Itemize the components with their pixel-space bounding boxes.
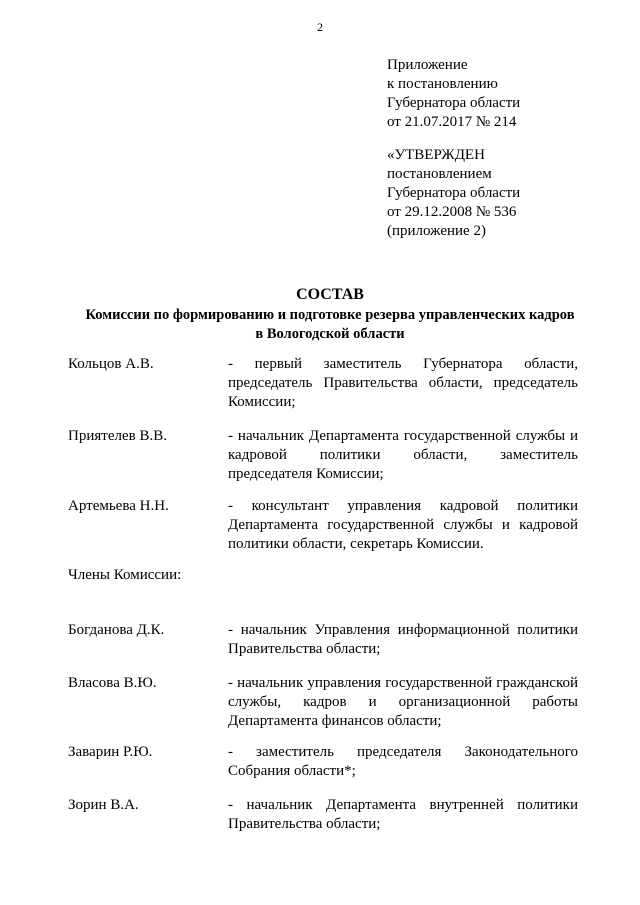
title-main: СОСТАВ [296,286,364,303]
member-name: Богданова Д.К. [68,622,165,638]
member-name: Кольцов А.В. [68,356,154,372]
approved-line: от 29.12.2008 № 536 [387,204,517,220]
members-heading: Члены Комиссии: [68,567,182,583]
member-role: - начальник Департамента государственной службы и кадровой политики области, заместитель председателя Комиссии; [228,428,578,482]
member-role: - начальник Управления информационной политики Правительства области; [228,622,578,657]
member-name: Заварин Р.Ю. [68,744,153,760]
member-name: Артемьева Н.Н. [68,498,169,514]
member-role: - начальник управления государственной гражданской службы, кадров и организационной работы Департамента финансов области; [228,675,578,729]
member-role: - консультант управления кадровой политики Департамента государственной службы и кадровой политики области, секретарь Комиссии. [228,498,578,552]
member-role: - заместитель председателя Законодательного Собрания области*; [228,744,578,779]
approved-line: (приложение 2) [387,223,486,239]
document-title [40,284,620,344]
approved-line: Губернатора области [387,185,521,201]
appendix-line: Губернатора области [387,95,521,111]
member-name: Власова В.Ю. [68,675,157,691]
appendix-line: Приложение [387,57,468,73]
member-role: - начальник Департамента внутренней политики Правительства области; [228,797,578,832]
member-role: - первый заместитель Губернатора области, председатель Правительства области, председатель Комиссии; [228,356,578,410]
member-name: Зорин В.А. [68,797,139,813]
member-name: Приятелев В.В. [68,428,167,444]
appendix-block [387,56,627,132]
approved-block [387,146,627,241]
title-subtitle: в Вологодской области [255,326,405,342]
approved-line: постановлением [387,166,492,182]
appendix-line: к постановлению [387,76,498,92]
page-number: 2 [317,20,323,34]
approved-line: «УТВЕРЖДЕН [387,147,485,163]
title-subtitle: Комиссии по формированию и подготовке резерва управленческих кадров [85,307,575,323]
appendix-line: от 21.07.2017 № 214 [387,114,517,130]
